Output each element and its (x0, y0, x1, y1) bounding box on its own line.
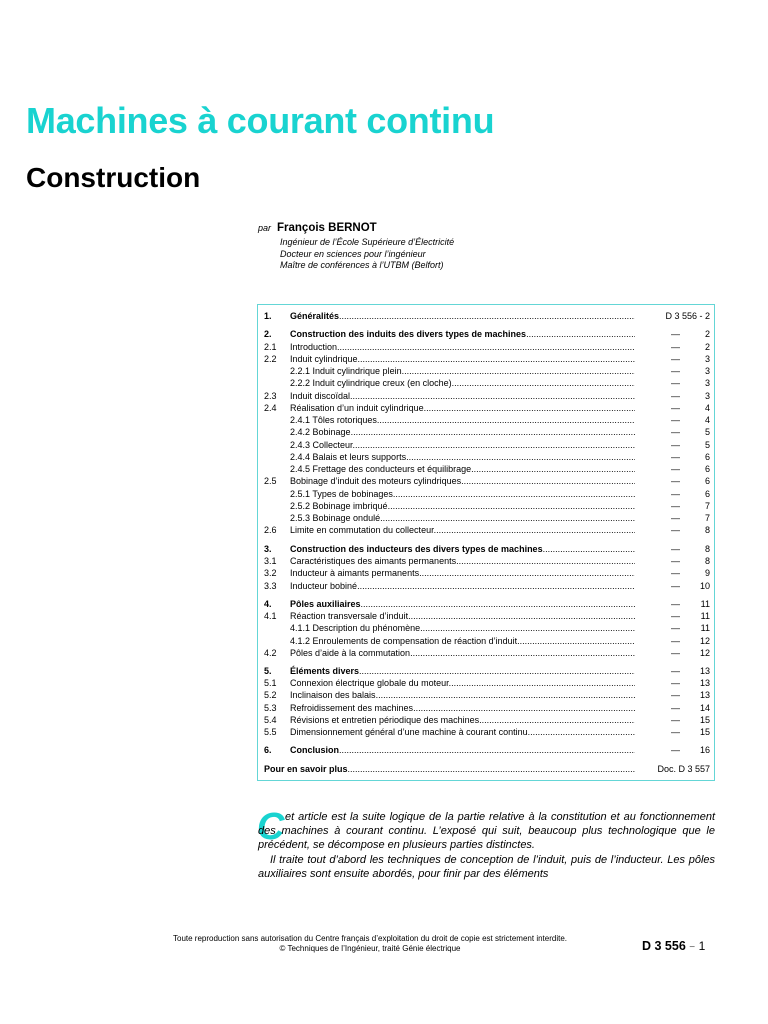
author-qualification: Ingénieur de l’École Supérieure d’Électricité (280, 237, 455, 247)
toc-entry-title (290, 402, 635, 414)
drop-cap: C (257, 806, 285, 848)
toc-dash: — (671, 513, 680, 523)
toc-entry[interactable] (264, 647, 710, 659)
toc-dash: — (671, 611, 680, 621)
toc-leader-dots (393, 489, 635, 499)
toc-entry-number: 2.4 (264, 403, 277, 413)
toc-page-number: 5 (704, 427, 710, 437)
toc-entry-title (290, 714, 635, 726)
toc-entry-title (290, 451, 635, 463)
toc-dash: — (671, 366, 680, 376)
toc-leader-dots (377, 415, 635, 425)
toc-entry[interactable] (264, 402, 710, 414)
toc-entry[interactable] (264, 567, 710, 579)
toc-entry-title (290, 341, 635, 353)
toc-page-number: 4 (704, 403, 710, 413)
toc-dash: — (671, 403, 680, 413)
toc-dash: — (671, 666, 680, 676)
toc-entry-title (290, 439, 635, 451)
copyright-notice: Toute reproduction sans autorisation du Centre français d’exploitation du droit de copie est strictement interdite. (173, 934, 567, 943)
toc-entry-title-text: Réaction transversale d’induit (290, 611, 409, 621)
toc-page-number: 11 (700, 623, 710, 633)
article-subtitle: Construction (26, 162, 201, 193)
toc-leader-dots (339, 745, 635, 755)
toc-entry[interactable] (264, 414, 710, 426)
toc-entry-title (290, 598, 635, 610)
toc-entry-title-text: Révisions et entretien périodique des machines (290, 715, 480, 725)
toc-entry-number: 2.5 (264, 476, 277, 486)
toc-dash: — (671, 745, 680, 755)
toc-entry[interactable] (264, 726, 710, 738)
toc-entry[interactable] (264, 763, 710, 775)
toc-dash: — (671, 678, 680, 688)
toc-dash: — (671, 636, 680, 646)
toc-entry-title-text: Limite en commutation du collecteur (290, 525, 434, 535)
toc-entry-title-text: Pour en savoir plus (264, 764, 348, 774)
toc-entry[interactable] (264, 310, 710, 322)
toc-entry-title (290, 726, 635, 738)
toc-dash: — (671, 648, 680, 658)
toc-entry-title-text: 2.4.5 Frettage des conducteurs et équilibrage (290, 464, 472, 474)
toc-page-number: 4 (704, 415, 710, 425)
toc-entry-title-text: Construction des inducteurs des divers types de machines (290, 544, 543, 554)
toc-entry[interactable] (264, 524, 710, 536)
toc-leader-dots (528, 727, 635, 737)
toc-entry-title-text: 4.1.1 Description du phénomène (290, 623, 421, 633)
toc-entry-number: 2.3 (264, 391, 277, 401)
toc-entry[interactable] (264, 512, 710, 524)
toc-dash: — (671, 715, 680, 725)
toc-dash: — (671, 342, 680, 352)
toc-entry[interactable] (264, 665, 710, 677)
toc-entry[interactable] (264, 488, 710, 500)
toc-entry-number: 6. (264, 745, 272, 755)
toc-leader-dots (408, 611, 635, 621)
toc-entry-title (290, 426, 635, 438)
toc-leader-dots (339, 311, 635, 321)
toc-entry[interactable] (264, 622, 710, 634)
toc-entry-title-text: 2.5.3 Bobinage ondulé (290, 513, 381, 523)
author-qualifications (280, 237, 580, 272)
toc-page-number: 16 (699, 745, 710, 755)
toc-leader-dots (406, 452, 635, 462)
toc-leader-dots (380, 513, 635, 523)
toc-leader-dots (410, 648, 635, 658)
toc-dash: — (671, 525, 680, 535)
toc-entry-title (290, 677, 635, 689)
toc-leader-dots (526, 329, 635, 339)
toc-page-number: 13 (699, 666, 710, 676)
toc-entry[interactable] (264, 377, 710, 389)
toc-leader-dots (413, 703, 635, 713)
toc-page-number: 8 (704, 544, 710, 554)
toc-dash: — (671, 556, 680, 566)
toc-page-number: 8 (704, 525, 710, 535)
toc-entry-number: 5.4 (264, 715, 277, 725)
toc-dash: — (671, 727, 680, 737)
toc-entry-title (290, 610, 635, 622)
author-qualification: Maître de conférences à l’UTBM (Belfort) (280, 260, 444, 270)
toc-dash: — (671, 440, 680, 450)
toc-entry-title-text: Éléments divers (290, 666, 360, 676)
toc-dash: — (671, 391, 680, 401)
toc-dash: — (671, 501, 680, 511)
toc-entry-title (290, 500, 635, 512)
toc-page-number: 8 (704, 556, 710, 566)
toc-leader-dots (353, 440, 635, 450)
toc-entry-number: 3.1 (264, 556, 277, 566)
toc-dash: — (671, 544, 680, 554)
copyright-footer (130, 934, 610, 953)
toc-page-number: 12 (699, 648, 710, 658)
toc-leader-dots (388, 501, 635, 511)
toc-entry-title (290, 353, 635, 365)
intro-text (258, 810, 715, 881)
toc-dash: — (671, 623, 680, 633)
toc-dash: — (671, 427, 680, 437)
toc-leader-dots (358, 354, 635, 364)
intro-paragraph: et article est la suite logique de la partie relative à la constitution et au fonctionnement des machines à courant continu. L’exposé qui suit, beaucoup plus technologique que le précédent, se décompose en plusieurs parties distinctes. (258, 811, 715, 852)
toc-leader-dots (479, 715, 635, 725)
toc-entry-title-text: Pôles d’aide à la commutation (290, 648, 411, 658)
toc-leader-dots (351, 427, 635, 437)
toc-leader-dots (452, 378, 635, 388)
toc-entry-title (290, 635, 635, 647)
toc-entry-title (290, 555, 635, 567)
toc-entry-title-text: 2.4.1 Tôles rotoriques (290, 415, 377, 425)
toc-entry[interactable] (264, 677, 710, 689)
toc-entry-number: 3.2 (264, 568, 277, 578)
intro-paragraph: Il traite tout d’abord les techniques de conception de l’induit, puis de l’inducteur. Les pôles auxiliaires sont ensuite abordés, pour finir par des éléments (258, 853, 715, 880)
toc-entry[interactable] (264, 365, 710, 377)
toc-dash: — (671, 378, 680, 388)
toc-entry-title (290, 488, 635, 500)
toc-page-number: 15 (699, 727, 710, 737)
toc-entry[interactable] (264, 439, 710, 451)
toc-leader-dots (456, 556, 635, 566)
toc-entry-title-text: 2.5.1 Types de bobinages (290, 489, 393, 499)
toc-entry-title-text: 2.4.3 Collecteur (290, 440, 353, 450)
toc-entry-title-text: Induit cylindrique (290, 354, 358, 364)
toc-dash: — (671, 690, 680, 700)
toc-entry[interactable] (264, 580, 710, 592)
toc-entry-number: 5. (264, 666, 272, 676)
toc-dash: — (671, 452, 680, 462)
toc-entry[interactable] (264, 714, 710, 726)
toc-leader-dots (461, 476, 635, 486)
toc-leader-dots (449, 678, 635, 688)
toc-entry[interactable] (264, 543, 710, 555)
toc-entry-title (290, 580, 635, 592)
toc-entry[interactable] (264, 555, 710, 567)
toc-entry-number: 2. (264, 329, 272, 339)
toc-entry[interactable] (264, 689, 710, 701)
toc-leader-dots (471, 464, 635, 474)
toc-entry-number: 3.3 (264, 581, 277, 591)
toc-entry[interactable] (264, 341, 710, 353)
toc-entry-title-text: 2.2.1 Induit cylindrique plein (290, 366, 402, 376)
toc-entry-title-text: 2.4.2 Bobinage (290, 427, 351, 437)
toc-entry-number: 2.6 (264, 525, 277, 535)
toc-entry-number: 2.2 (264, 354, 277, 364)
toc-leader-dots (357, 581, 635, 591)
toc-entry-number: 5.1 (264, 678, 277, 688)
toc-entry[interactable] (264, 702, 710, 714)
page-separator: − (689, 942, 696, 953)
toc-leader-dots (434, 525, 635, 535)
toc-entry-title (290, 310, 635, 322)
toc-leader-dots (424, 403, 635, 413)
toc-entry-title-text: 2.2.2 Induit cylindrique creux (en cloche) (290, 378, 452, 388)
toc-page-number: 3 (704, 354, 710, 364)
article-title: Machines à courant continu (26, 100, 495, 141)
toc-page-number: 3 (704, 378, 710, 388)
toc-leader-dots (420, 623, 635, 633)
author-block (258, 222, 455, 270)
toc-entry-title-text: Réalisation d’un induit cylindrique (290, 403, 424, 413)
toc-page-number: 5 (704, 440, 710, 450)
toc-entry-number: 3. (264, 544, 272, 554)
toc-entry-title-text: Bobinage d’induit des moteurs cylindriques (290, 476, 462, 486)
toc-page-number: 6 (704, 464, 710, 474)
toc-page-number: 11 (700, 599, 710, 609)
toc-entry-title (290, 689, 635, 701)
page-number: 1 (698, 939, 706, 953)
toc-leader-dots (361, 599, 635, 609)
toc-entry-title (290, 567, 635, 579)
toc-dash: — (671, 329, 680, 339)
author-prefix: par (258, 223, 272, 233)
toc-entry[interactable] (264, 635, 710, 647)
toc-dash: — (671, 581, 680, 591)
toc-page-number: 9 (704, 568, 710, 578)
toc-entry-title-text: Construction des induits des divers types de machines (290, 329, 527, 339)
toc-page-number: 3 (704, 366, 710, 376)
toc-dash: — (671, 703, 680, 713)
toc-entry[interactable] (264, 500, 710, 512)
toc-dash: — (671, 476, 680, 486)
toc-page-number: 2 (704, 329, 710, 339)
author-qualification: Docteur en sciences pour l’ingénieur (280, 248, 426, 259)
toc-entry-number: 1. (264, 311, 272, 321)
toc-entry[interactable] (264, 463, 710, 475)
toc-entry[interactable] (264, 610, 710, 622)
toc-entry-title (264, 763, 635, 775)
toc-entry-number: 4. (264, 599, 272, 609)
toc-dash: — (671, 599, 680, 609)
toc-page-number: 15 (699, 715, 710, 725)
toc-doc-ref: D 3 556 - 2 (665, 311, 710, 321)
toc-page-number: 6 (704, 452, 710, 462)
page-reference (642, 939, 705, 953)
toc-entry-number: 5.5 (264, 727, 277, 737)
toc-page-number: 7 (704, 513, 710, 523)
toc-entry-title-text: Inclinaison des balais (290, 690, 376, 700)
toc-entry[interactable] (264, 475, 710, 487)
toc-entry-title-text: Connexion électrique globale du moteur (290, 678, 449, 688)
toc-entry-title (290, 377, 635, 389)
toc-entry-title (290, 744, 635, 756)
toc-entry-title-text: Dimensionnement général d’une machine à courant continu (290, 727, 528, 737)
toc-entry-title (290, 414, 635, 426)
toc-entry-title (290, 665, 635, 677)
toc-entry-title-text: Inducteur à aimants permanents (290, 568, 420, 578)
toc-entry-title (290, 524, 635, 536)
toc-page-number: 13 (699, 690, 710, 700)
toc-entry-title (290, 702, 635, 714)
toc-entry-title-text: 4.1.2 Enroulements de compensation de réaction d’induit (290, 636, 518, 646)
toc-entry-title (290, 365, 635, 377)
toc-entry-title-text: Introduction (290, 342, 338, 352)
toc-entry-title (290, 475, 635, 487)
toc-entry-title-text: Induit discoïdal (290, 391, 351, 401)
toc-leader-dots (350, 391, 635, 401)
toc-entry[interactable] (264, 744, 710, 756)
toc-dash: — (671, 464, 680, 474)
toc-entry[interactable] (264, 598, 710, 610)
toc-page-number: 11 (700, 611, 710, 621)
toc-leader-dots (376, 690, 635, 700)
toc-leader-dots (543, 544, 635, 554)
toc-entry-title-text: 2.5.2 Bobinage imbriqué (290, 501, 388, 511)
toc-entry-title (290, 390, 635, 402)
toc-entry-title-text: Généralités (290, 311, 340, 321)
table-of-contents (257, 304, 715, 781)
toc-doc-ref: Doc. D 3 557 (657, 764, 710, 774)
toc-leader-dots (359, 666, 635, 676)
toc-page-number: 14 (699, 703, 710, 713)
toc-page-number: 13 (699, 678, 710, 688)
toc-leader-dots (517, 636, 635, 646)
toc-dash: — (671, 489, 680, 499)
toc-entry-title (290, 622, 635, 634)
toc-entry-number: 4.1 (264, 611, 277, 621)
toc-entry[interactable] (264, 451, 710, 463)
toc-page-number: 10 (699, 581, 710, 591)
toc-leader-dots (419, 568, 635, 578)
toc-dash: — (671, 568, 680, 578)
toc-dash: — (671, 354, 680, 364)
toc-entry-number: 4.2 (264, 648, 277, 658)
toc-page-number: 6 (704, 476, 710, 486)
toc-leader-dots (402, 366, 635, 376)
toc-entry-number: 2.1 (264, 342, 277, 352)
toc-entry-title (290, 328, 635, 340)
toc-page-number: 2 (704, 342, 710, 352)
toc-entry-title (290, 512, 635, 524)
toc-page-number: 6 (704, 489, 710, 499)
toc-page-number: 7 (704, 501, 710, 511)
toc-entry-title-text: Refroidissement des machines (290, 703, 414, 713)
toc-page-number: 12 (699, 636, 710, 646)
toc-page-number: 3 (704, 391, 710, 401)
publisher-line: © Techniques de l’Ingénieur, traité Génie électrique (279, 943, 461, 953)
toc-entry[interactable] (264, 353, 710, 365)
toc-entry[interactable] (264, 390, 710, 402)
toc-leader-dots (348, 764, 635, 774)
toc-entry-title (290, 543, 635, 555)
toc-dash: — (671, 415, 680, 425)
author-name: François BERNOT (277, 222, 377, 234)
toc-entry-title (290, 647, 635, 659)
toc-entry-number: 5.3 (264, 703, 277, 713)
toc-entry[interactable] (264, 328, 710, 340)
toc-entry-title-text: 2.4.4 Balais et leurs supports (290, 452, 407, 462)
toc-entry-title-text: Pôles auxiliaires (290, 599, 361, 609)
toc-entry[interactable] (264, 426, 710, 438)
toc-entry-title-text: Inducteur bobiné (290, 581, 358, 591)
toc-entry-number: 5.2 (264, 690, 277, 700)
doc-reference: D 3 556 (642, 939, 686, 953)
toc-entry-title (290, 463, 635, 475)
toc-entry-title-text: Conclusion (290, 745, 339, 755)
toc-leader-dots (337, 342, 635, 352)
toc-entry-title-text: Caractéristiques des aimants permanents (290, 556, 457, 566)
